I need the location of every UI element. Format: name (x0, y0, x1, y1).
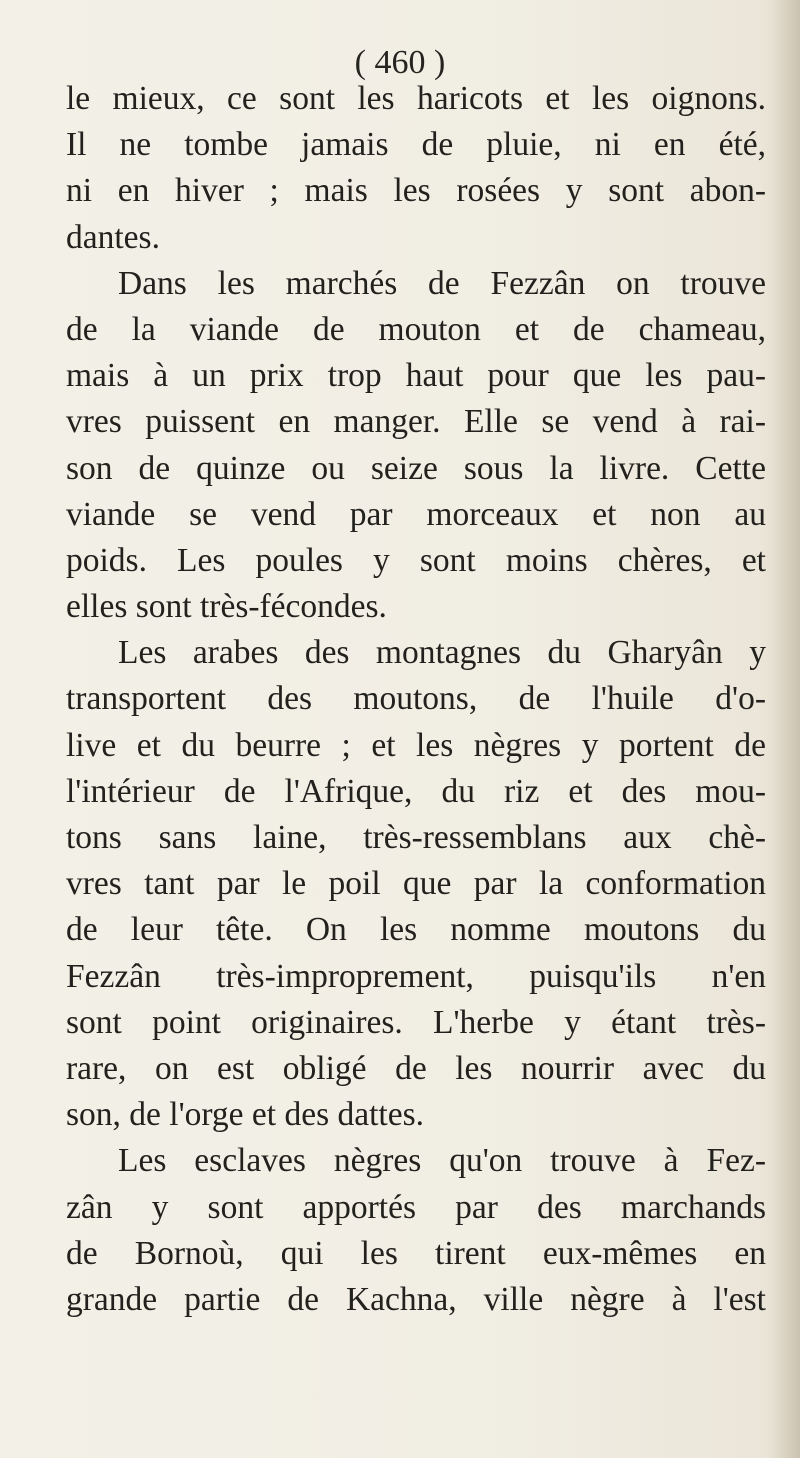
text-line: de la viande de mouton et de chameau, (66, 310, 766, 348)
text-line: vres tant par le poil que par la conformation (66, 865, 766, 903)
text-line: Dans les marchés de Fezzân on trouve (118, 264, 766, 302)
text-line: zân y sont apportés par des marchands (66, 1188, 766, 1226)
text-line: transportent des moutons, de l'huile d'o- (66, 680, 766, 718)
text-line: Il ne tombe jamais de pluie, ni en été, (66, 126, 766, 164)
text-line: Les esclaves nègres qu'on trouve à Fez- (118, 1142, 766, 1180)
text-line: rare, on est obligé de les nourrir avec du (66, 1049, 766, 1087)
text-line: poids. Les poules y sont moins chères, et (66, 541, 766, 579)
text-line: viande se vend par morceaux et non au (66, 495, 766, 533)
text-line: le mieux, ce sont les haricots et les oignons. (66, 80, 766, 117)
text-line: elles sont très-fécondes. (66, 588, 387, 626)
text-line: son de quinze ou seize sous la livre. Cette (66, 449, 766, 487)
text-line: tons sans laine, très-ressemblans aux chè- (66, 819, 766, 856)
page-edge-shadow (772, 0, 800, 1458)
text-line: vres puissent en manger. Elle se vend à rai- (66, 403, 766, 441)
text-line: mais à un prix trop haut pour que les pau- (66, 357, 766, 395)
text-line: ni en hiver ; mais les rosées y sont abon- (66, 172, 766, 210)
text-line: l'intérieur de l'Afrique, du riz et des mou- (66, 772, 766, 810)
text-line: grande partie de Kachna, ville nègre à l'est (66, 1280, 766, 1318)
text-line: dantes. (66, 218, 160, 256)
text-line: live et du beurre ; et les nègres y portent de (66, 726, 766, 764)
text-line: sont point originaires. L'herbe y étant très- (66, 1003, 766, 1041)
body-text (66, 76, 766, 1323)
text-line: son, de l'orge et des dattes. (66, 1096, 425, 1134)
text-line: Fezzân très-improprement, puisqu'ils n'en (66, 957, 766, 995)
page-number: ( 460 ) (354, 44, 446, 81)
text-line: de Bornoù, qui les tirent eux-mêmes en (66, 1234, 766, 1272)
text-line: Les arabes des montagnes du Gharyân y (118, 634, 766, 672)
text-line: de leur tête. On les nomme moutons du (66, 911, 766, 949)
